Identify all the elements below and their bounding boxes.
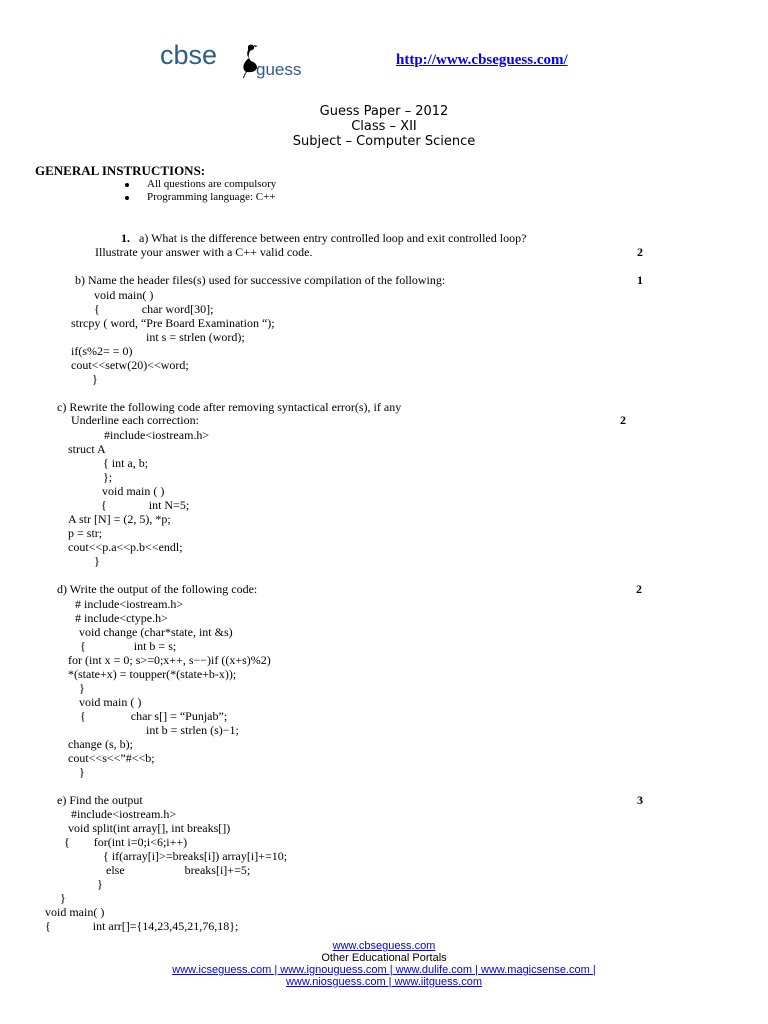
code-line: void main ( ): [79, 695, 142, 709]
code-line: cout<<s<<”#<<b;: [68, 751, 155, 765]
marks-1c: 2: [620, 413, 626, 427]
site-url-link[interactable]: http://www.cbseguess.com/: [396, 52, 568, 68]
code-line: { int arr[]={14,23,45,21,76,18};: [45, 919, 239, 933]
code-line: struct A: [68, 442, 106, 456]
code-line: }: [97, 877, 103, 891]
question-1d: d) Write the output of the following code:: [57, 582, 258, 596]
code-line: # include<iostream.h>: [75, 597, 184, 611]
code-line: { if(array[i]>=breaks[i]) array[i]+=10;: [103, 849, 288, 863]
question-1c: c) Rewrite the following code after removing syntactical error(s), if any: [57, 400, 402, 414]
footer-links-row2[interactable]: www.niosguess.com | www.iitguess.com: [285, 976, 483, 988]
code-line: void main( ): [45, 905, 105, 919]
code-line: cout<<p.a<<p.b<<endl;: [68, 540, 183, 554]
question-1b: b) Name the header files(s) used for successive compilation of the following:: [75, 273, 446, 287]
footer-site-link[interactable]: www.cbseguess.com: [332, 940, 436, 952]
code-line: *(state+x) = toupper(*(state+b-x));: [68, 667, 237, 681]
marks-1b: 1: [637, 273, 643, 287]
footer-links-row1[interactable]: www.icseguess.com | www.ignouguess.com | www.dulife.com | www.magicsense.com |: [172, 964, 596, 976]
code-line: p = str;: [68, 526, 103, 540]
code-line: #include<iostream.h>: [104, 428, 210, 442]
code-line: { int N=5;: [101, 498, 190, 512]
subject-title: Subject – Computer Science: [292, 134, 476, 149]
code-line: for (int x = 0; s>=0;x++, s−−)if ((x+s)%2): [68, 653, 271, 667]
code-line: void split(int array[], int breaks[]): [68, 821, 231, 835]
question-1a-line2: Illustrate your answer with a C++ valid code.: [95, 245, 313, 259]
bullet-icon: [125, 183, 129, 187]
general-instructions-heading: GENERAL INSTRUCTIONS:: [35, 163, 206, 178]
code-line: }: [79, 765, 85, 779]
code-line: #include<iostream.h>: [71, 807, 177, 821]
code-line: cout<<setw(20)<<word;: [71, 358, 189, 372]
footer-portals-label: Other Educational Portals: [321, 952, 447, 964]
bullet-icon: [125, 196, 129, 200]
code-line: { char s[] = “Punjab”;: [80, 709, 228, 723]
code-line: }: [60, 891, 66, 905]
code-line: void change (char*state, int &s): [79, 625, 233, 639]
cbseguess-logo: [160, 40, 320, 85]
code-line: }: [94, 554, 100, 568]
code-line: else breaks[i]+=5;: [106, 863, 251, 877]
code-line: change (s, b);: [68, 737, 133, 751]
code-line: if(s%2= = 0): [71, 344, 133, 358]
marks-1d: 2: [636, 582, 642, 596]
code-line: { int b = s;: [80, 639, 177, 653]
code-line: }: [79, 681, 85, 695]
code-line: };: [103, 470, 113, 484]
question-1e: e) Find the output: [57, 793, 143, 807]
class-title: Class – XII: [351, 119, 417, 134]
marks-1a: 2: [637, 245, 643, 259]
code-line: strcpy ( word, “Pre Board Examination “);: [71, 316, 275, 330]
code-line: { char word[30];: [94, 302, 214, 316]
code-line: # include<ctype.h>: [75, 611, 168, 625]
question-number: 1.: [121, 231, 130, 245]
question-1a: 1. a) What is the difference between entry controlled loop and exit controlled loop?: [121, 231, 527, 245]
code-line: { for(int i=0;i<6;i++): [64, 835, 188, 849]
code-line: { int a, b;: [103, 456, 149, 470]
code-line: void main( ): [94, 288, 154, 302]
logo-text-main: cbse: [160, 40, 218, 70]
marks-1e: 3: [637, 793, 643, 807]
code-line: }: [92, 372, 98, 386]
code-line: int b = strlen (s)−1;: [146, 723, 239, 737]
logo-text-sub: guess: [256, 60, 302, 79]
code-line: A str [N] = (2, 5), *p;: [68, 512, 171, 526]
paper-title: Guess Paper – 2012: [319, 104, 449, 119]
question-1c-line2: Underline each correction:: [71, 413, 199, 427]
code-line: int s = strlen (word);: [146, 330, 245, 344]
code-line: void main ( ): [102, 484, 165, 498]
